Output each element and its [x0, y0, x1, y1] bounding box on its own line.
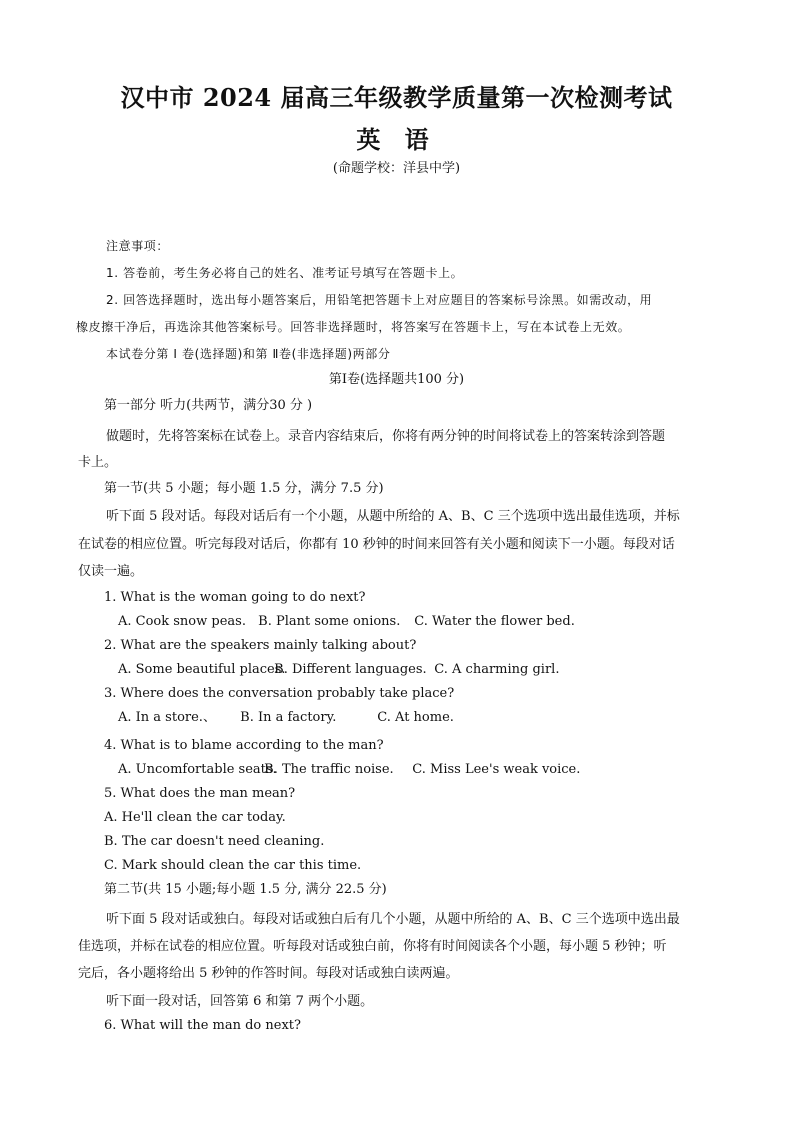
exam-title: 汉中市 2024 届高三年级教学质量第一次检测考试 [120, 83, 673, 112]
question-4-options [118, 762, 580, 778]
question-2-option-c: C. A charming girl. [434, 662, 560, 677]
notice-item-2-line-2: 橡皮擦干净后，再选涂其他答案标号。回答非选择题时，将答案写在答题卡上，写在本试卷上无效。 [76, 320, 631, 334]
answer-instruction-line-2: 卡上。 [78, 455, 118, 470]
question-2-option-a: A. Some beautiful places. [118, 662, 286, 677]
question-1-option-a: A. Cook snow peas. [118, 614, 246, 629]
notice-item-2-line-1: 2. 回答选择题时，选出每小题答案后，用铅笔把答题卡上对应题目的答案标号涂黑。如需改动，用 [106, 293, 653, 307]
section-one-instruction-line-2: 在试卷的相应位置。听完每段对话后，你都有 10 秒钟的时间来回答有关小题和阅读下一小题。每段对话 [78, 537, 675, 552]
section-one-heading: 第一节(共 5 小题；每小题 1.5 分，满分 7.5 分) [104, 481, 384, 496]
question-1-option-b: B. Plant some onions. [258, 614, 401, 629]
section-two-heading: 第二节(共 15 小题;每小题 1.5 分, 满分 22.5 分) [104, 882, 387, 897]
question-3-option-c: C. At home. [377, 710, 454, 725]
question-5-stem: 5. What does the man mean? [104, 786, 296, 801]
section-two-instruction-line-2: 佳选项，并标在试卷的相应位置。听每段对话或独白前，你将有时间阅读各个小题，每小题 5 秒钟；听 [78, 939, 667, 954]
answer-instruction-line-1: 做题时，先将答案标在试卷上。录音内容结束后，你将有两分钟的时间将试卷上的答案转涂到答题 [106, 429, 666, 444]
question-4-stem: 4. What is to blame according to the man? [104, 738, 384, 753]
subject-title: 英 语 [356, 125, 437, 154]
question-2-option-b: B. Different languages. [274, 662, 427, 677]
section-two-instruction-line-3: 完后，各小题将给出 5 秒钟的作答时间。每段对话或独白读两遍。 [78, 966, 459, 981]
question-5-option-a: A. He'll clean the car today. [104, 810, 286, 825]
setter-school: (命题学校：洋县中学) [332, 161, 461, 176]
conversation-lead-in: 听下面一段对话，回答第 6 和第 7 两个小题。 [106, 994, 374, 1009]
question-3-option-b: B. In a factory. [240, 710, 337, 725]
question-6-stem: 6. What will the man do next? [104, 1018, 301, 1033]
question-1-options [118, 614, 575, 630]
question-2-options [118, 662, 559, 678]
section-two-instruction-line-1: 听下面 5 段对话或独白。每段对话或独白后有几个小题，从题中所给的 A、B、C 三个选项中选出最 [106, 912, 680, 927]
volume-heading: 第Ⅰ卷(选择题共100 分) [328, 372, 465, 387]
question-4-option-a: A. Uncomfortable seats. [118, 762, 277, 777]
section-one-instruction-line-1: 听下面 5 段对话。每段对话后有一个小题，从题中所给的 A、B、C 三个选项中选出最佳选项，并标 [106, 509, 680, 524]
question-4-option-c: C. Miss Lee's weak voice. [412, 762, 581, 777]
question-1-option-c: C. Water the flower bed. [414, 614, 575, 629]
question-3-stem: 3. Where does the conversation probably take place? [104, 686, 455, 701]
question-3-option-a: A. In a store.、 [118, 710, 216, 725]
question-5-option-c: C. Mark should clean the car this time. [104, 858, 362, 873]
question-5-option-b: B. The car doesn't need cleaning. [104, 834, 325, 849]
part-one-heading: 第一部分 听力(共两节，满分30 分 ) [104, 398, 313, 413]
notice-heading: 注意事项： [106, 239, 170, 253]
paper-parts-note: 本试卷分第 Ⅰ 卷(选择题)和第 Ⅱ卷(非选择题)两部分 [106, 347, 391, 361]
notice-item-1: 1. 答卷前，考生务必将自己的姓名、准考证号填写在答题卡上。 [106, 266, 464, 280]
question-3-options [118, 710, 454, 726]
question-4-option-b: B. The traffic noise. [264, 762, 394, 777]
question-1-stem: 1. What is the woman going to do next? [104, 590, 366, 605]
question-2-stem: 2. What are the speakers mainly talking about? [104, 638, 417, 653]
section-one-instruction-line-3: 仅读一遍。 [78, 564, 144, 579]
